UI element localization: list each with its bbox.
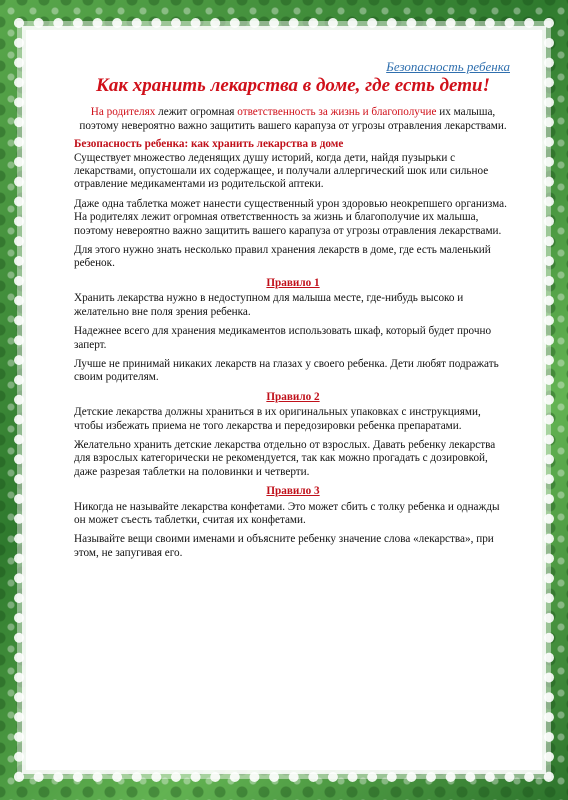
rule-paragraph: Желательно хранить детские лекарства отдельно от взрослых. Давать ребенку лекарства для взрослых категорически не рекомендуется, так как можно прогадать с дозировкой, даже разрезая таблетки на половинки и четверти. (74, 438, 496, 478)
intro-red-2: ответственность за жизнь и благополучие (237, 106, 437, 119)
rule-paragraph: Лучше не принимай никаких лекарств на глазах у своего ребенка. Дети любят подражать своим родителям. (74, 357, 499, 384)
page-title: Как хранить лекарства в доме, где есть дети! (96, 75, 490, 97)
section-title: Безопасность ребенка: как хранить лекарства в доме (74, 138, 344, 151)
intro-paragraph (74, 106, 512, 133)
body-paragraph: Существует множество леденящих душу историй, когда дети, найдя пузырьки с лекарствами, опустошали их содержащее, и получали аллергический шок или сильное отравление медикаментами из родительской аптеки. (74, 151, 489, 191)
rule-paragraph: Хранить лекарства нужно в недоступном для малыша месте, где-нибудь высоко и желательно вне поля зрения ребенка. (74, 292, 464, 318)
intro-text-2: их малыша, поэтому невероятно важно защитить вашего карапуза от угрозы отравления лекарствами. (79, 106, 507, 132)
intro-text-1: лежит огромная (155, 106, 238, 119)
rule-title: Правило 3 (266, 485, 320, 498)
rule-title: Правило 2 (266, 390, 320, 403)
rule-title: Правило 1 (266, 276, 320, 289)
intro-red-1: На родителях (90, 106, 156, 119)
lace-frame (26, 30, 542, 770)
rule-paragraph: Надежнее всего для хранения медикаментов использовать шкаф, который будет прочно заперт. (74, 325, 492, 351)
body-paragraph: Даже одна таблетка может нанести существенный урон здоровью неокрепшего организма. На родителях лежит огромная ответственность за жизнь и благополучие их малыша, поэтому невероятно важно защитить вашего карапуза от угрозы отравления лекарствами. (74, 197, 507, 237)
topic-tag: Безопасность ребенка (386, 59, 510, 74)
poster-content (74, 48, 512, 566)
rule-paragraph: Называйте вещи своими именами и объясните ребенку значение слова «лекарства», при этом, не запугивая его. (74, 533, 494, 559)
rule-paragraph: Детские лекарства должны храниться в их оригинальных упаковках с инструкциями, чтобы избежать приема не того лекарства и передозировки ребенка препаратами. (74, 406, 481, 432)
body-paragraph: Для этого нужно знать несколько правил хранения лекарств в доме, где есть маленький ребенок. (74, 244, 491, 270)
rule-paragraph: Никогда не называйте лекарства конфетами. Это может сбить с толку ребенка и однажды он может съесть таблетки, считая их конфетами. (74, 500, 500, 526)
